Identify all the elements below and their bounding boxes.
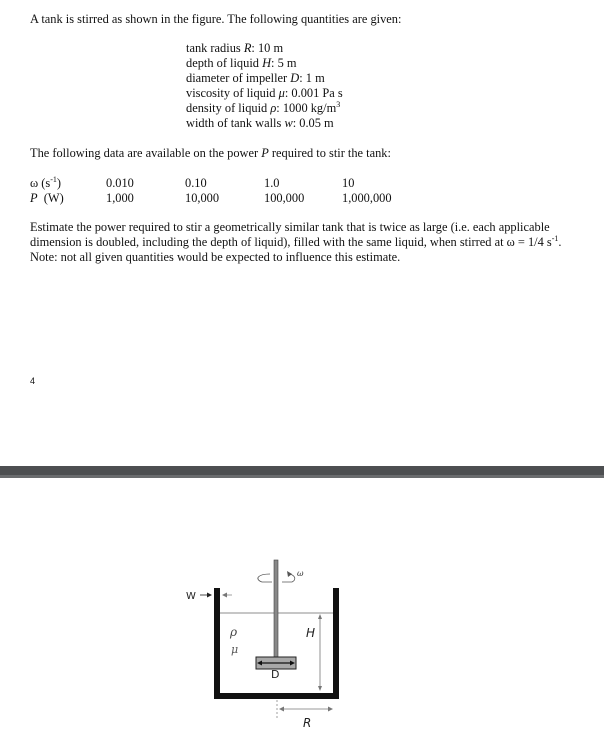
tank-left-wall [214, 588, 220, 699]
given-item-density: density of liquid ρ: 1000 $kg/m^3$ [186, 99, 341, 115]
label-R: R [303, 716, 312, 730]
height-arrowhead-top-icon [318, 614, 322, 619]
label-W: W [186, 591, 196, 602]
label-omega: ω [297, 569, 304, 578]
table-cell: 1.0 [264, 176, 280, 190]
tank-bottom [214, 693, 339, 699]
radius-arrowhead-left-icon [279, 707, 284, 712]
wall-arrowhead-left-icon [222, 593, 227, 598]
rotation-arrow-icon [258, 574, 272, 582]
question-text: Estimate the power required to stir a geometrically similar tank that is twice as large (i.e. each applicable dimension is doubled, including the depth of liquid), filled with the same liquid, when stirred at ω = 1/4 $s^{-1}$. Note: not all given quantities would be expected to influence this estimate. [30, 220, 562, 264]
height-arrowhead-bottom-icon [318, 686, 322, 691]
rotation-arrowhead-icon [287, 571, 292, 577]
data-lead-text: The following data are available on the power P required to stir the tank: [30, 146, 391, 160]
given-item-impeller-diameter: diameter of impeller D: 1 m [186, 71, 325, 85]
omega-header: ω $(s^{-1})$ [30, 174, 62, 190]
wall-arrowhead-right-icon [207, 593, 212, 598]
label-mu: μ [231, 643, 239, 656]
given-item-radius: tank radius R: 10 m [186, 41, 284, 55]
label-H: H [306, 626, 316, 640]
power-header: P (W) [30, 191, 64, 205]
given-item-depth: depth of liquid H: 5 m [186, 56, 297, 70]
impeller-shaft [274, 560, 278, 657]
table-cell: 1,000 [106, 191, 134, 205]
intro-text: A tank is stirred as shown in the figure. The following quantities are given: [30, 12, 402, 26]
given-item-wall-width: width of tank walls w: 0.05 m [186, 116, 334, 130]
page-number: 4 [30, 376, 36, 386]
stirred-tank-figure [0, 478, 604, 754]
table-cell: 10,000 [185, 191, 220, 205]
label-D: D [271, 668, 280, 681]
page-divider [0, 466, 604, 478]
given-quantities-list [186, 41, 343, 131]
table-cell: 0.10 [185, 176, 207, 190]
table-cell: 100,000 [264, 191, 305, 205]
radius-arrowhead-right-icon [328, 707, 333, 712]
table-cell: 10 [342, 176, 355, 190]
tank-right-wall [333, 588, 339, 699]
given-item-viscosity: viscosity of liquid μ: 0.001 Pa s [186, 86, 343, 100]
table-cell: 1,000,000 [342, 191, 392, 205]
table-cell: 0.010 [106, 176, 134, 190]
label-rho: ρ [230, 625, 238, 639]
